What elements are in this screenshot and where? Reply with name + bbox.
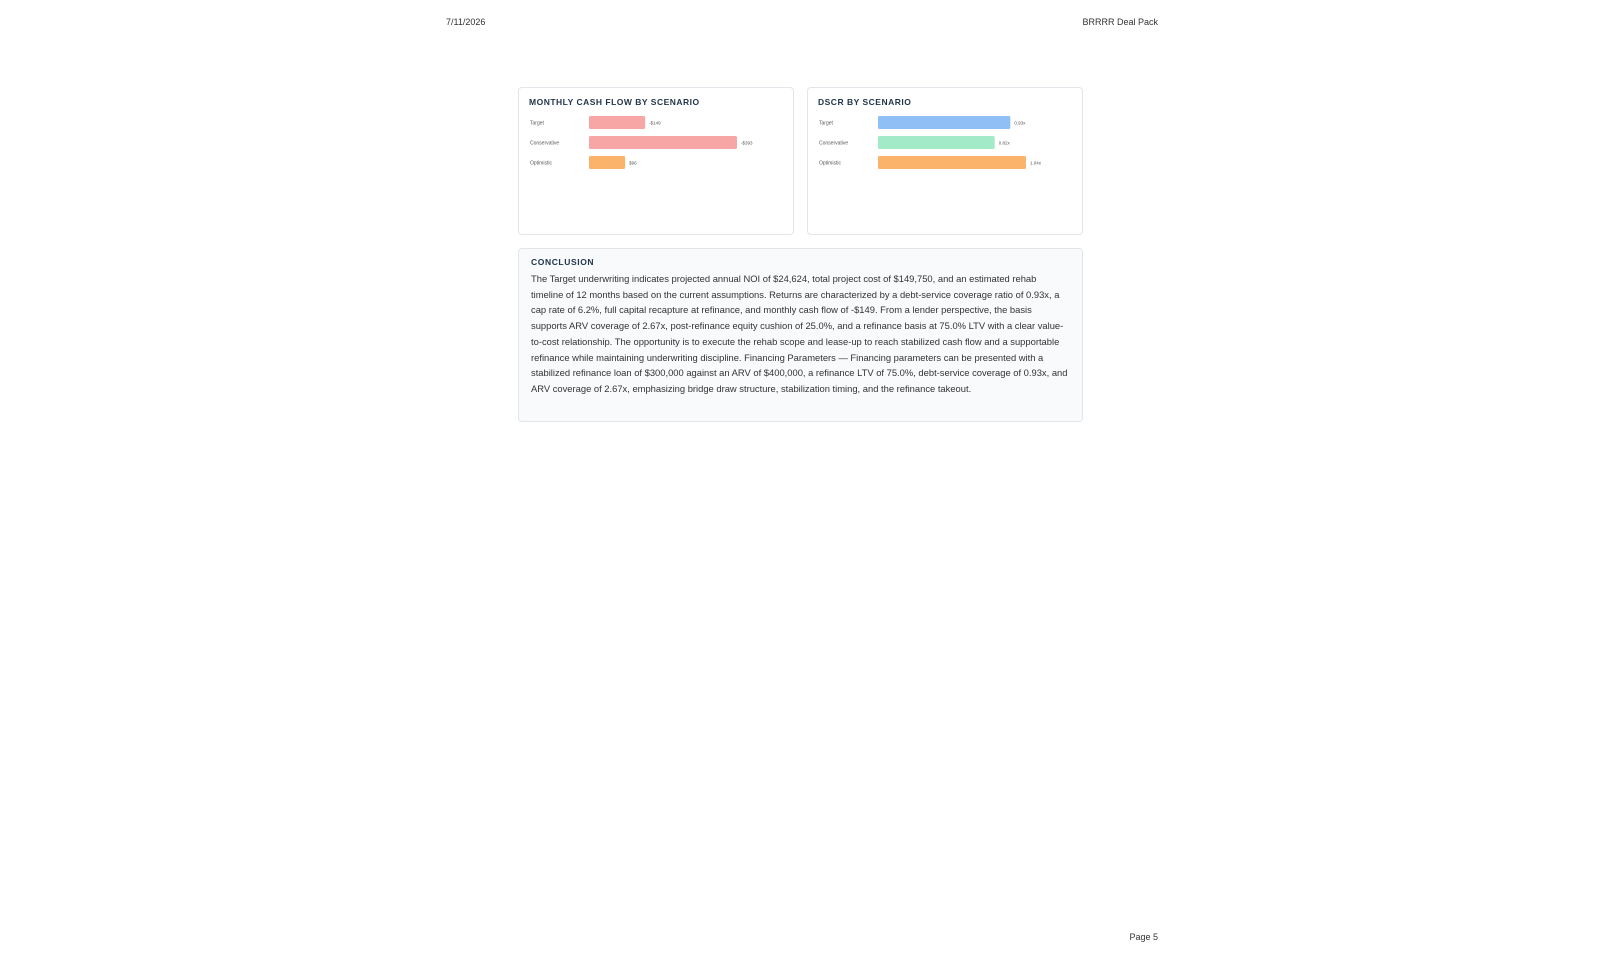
bar-conservative <box>878 136 995 149</box>
conclusion-card <box>518 248 1083 422</box>
page-header-date: 7/11/2026 <box>446 17 486 27</box>
value-label-conservative: 0.82x <box>998 140 1010 146</box>
value-label-optimistic: $96 <box>629 160 637 166</box>
cash-flow-chart-title: MONTHLY CASH FLOW BY SCENARIO <box>529 97 700 107</box>
conclusion-heading: CONCLUSION <box>531 257 595 267</box>
bar-target <box>878 116 1010 129</box>
page-number: Page 5 <box>1129 932 1158 942</box>
dscr-chart-card <box>807 87 1083 235</box>
bar-optimistic <box>878 156 1026 169</box>
bar-target <box>589 116 645 129</box>
category-label-optimistic: Optimistic <box>819 160 841 167</box>
value-label-target: -$149 <box>649 120 661 126</box>
category-label-target: Target <box>530 120 544 127</box>
dscr-chart-title: DSCR BY SCENARIO <box>818 97 912 107</box>
dscr-chart <box>808 88 1084 236</box>
cash-flow-chart <box>519 88 795 236</box>
conclusion-text: The Target underwriting indicates projected annual NOI of $24,624, total project cost of $149,750, and an estimated rehab timeline of 12 months based on the current assumptions. Returns are characterized by a debt-service coverage ratio of 0.93x, a cap rate of 6.2%, full capital recapture at refinance, and monthly cash flow of -$149. From a lender perspective, the basis supports ARV coverage of 2.67x, post-refinance equity cushion of 25.0%, and a refinance basis at 75.0% LTV with a clear value-to-cost relationship. The opportunity is to execute the rehab scope and lease-up to reach stabilized cash flow and a supportable refinance while maintaining underwriting discipline. Financing Parameters — Financing parameters can be presented with a stabilized refinance loan of $300,000 against an ARV of $400,000, a refinance LTV of 75.0%, debt-service coverage of 0.93x, and ARV coverage of 2.67x, emphasizing bridge draw structure, stabilization timing, and the refinance takeout. <box>531 273 1068 394</box>
value-label-conservative: -$393 <box>741 140 753 146</box>
category-label-conservative: Conservative <box>530 140 560 147</box>
category-label-optimistic: Optimistic <box>530 160 552 167</box>
cash-flow-chart-card <box>518 87 794 235</box>
bar-optimistic <box>589 156 625 169</box>
category-label-target: Target <box>819 120 833 127</box>
value-label-optimistic: 1.04x <box>1030 160 1042 166</box>
category-label-conservative: Conservative <box>819 140 849 147</box>
bar-conservative <box>589 136 737 149</box>
page-header-title: BRRRR Deal Pack <box>1082 17 1158 27</box>
value-label-target: 0.93x <box>1014 120 1026 126</box>
